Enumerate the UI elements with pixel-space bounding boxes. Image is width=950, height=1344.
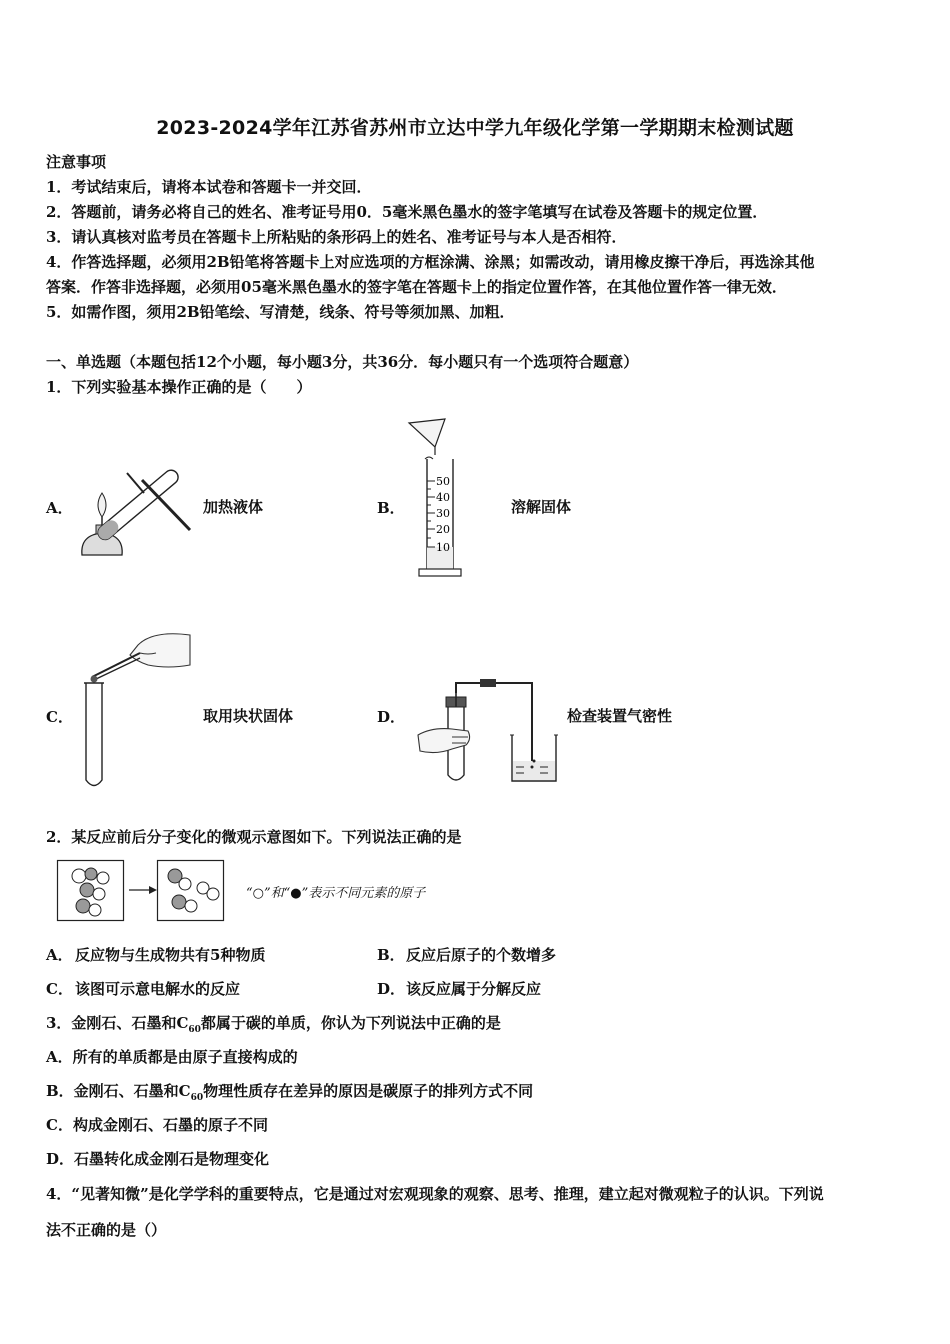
molecule-reaction-diagram xyxy=(57,860,232,922)
cylinder-tick-label: 20 xyxy=(436,523,450,536)
option-d-text: 检查装置气密性 xyxy=(567,707,673,725)
cylinder-tick-label: 10 xyxy=(436,541,450,554)
notice-item: 2．答题前，请务必将自己的姓名、准考证号用0．5毫米黑色墨水的签字笔填写在试卷及答题卡的规定位置． xyxy=(46,203,768,221)
q2-option-d-label: D． xyxy=(377,980,406,998)
q3-option-b-part: 物理性质存在差异的原因是碳原子的排列方式不同 xyxy=(203,1082,534,1100)
q2-option-d-text: 该反应属于分解反应 xyxy=(406,980,542,998)
q3-option-b-subscript: 60 xyxy=(190,1093,204,1103)
airtightness-check-figure xyxy=(412,675,562,790)
question-3-stem xyxy=(46,1013,501,1040)
q3-stem-subscript: 60 xyxy=(188,1025,201,1035)
question-2-stem: 2．某反应前后分子变化的微观示意图如下。下列说法正确的是 xyxy=(46,828,462,846)
section-heading: 一、单选题（本题包括12个小题，每小题3分，共36分．每小题只有一个选项符合题意） xyxy=(46,353,639,371)
page-title: 2023-2024学年江苏省苏州市立达中学九年级化学第一学期期末检测试题 xyxy=(156,117,794,139)
molecule-legend: “○”和“●”表示不同元素的原子 xyxy=(246,886,426,901)
cylinder-tick-label: 40 xyxy=(436,491,450,504)
option-d-label: D． xyxy=(377,708,406,726)
q3-option-b xyxy=(46,1081,533,1108)
notice-item: 4．作答选择题，必须用2B铅笔将答题卡上对应选项的方框涂满、涂黑；如需改动，请用橡皮擦干净后，再选涂其他 xyxy=(46,253,815,271)
graduated-cylinder-figure xyxy=(405,417,475,582)
option-b-label: B． xyxy=(377,499,405,517)
option-a-text: 加热液体 xyxy=(203,498,264,516)
notice-item: 3．请认真核对监考员在答题卡上所粘贴的条形码上的姓名、准考证号与本人是否相符． xyxy=(46,228,627,246)
option-c-label: C． xyxy=(46,708,73,726)
cylinder-tick-label: 30 xyxy=(436,507,450,520)
q2-option-a-label: A． xyxy=(46,946,73,964)
heating-liquid-figure xyxy=(72,455,197,570)
q3-stem-part: 都属于碳的单质，你认为下列说法中正确的是 xyxy=(200,1014,501,1032)
q2-option-c-label: C． xyxy=(46,980,73,998)
q3-option-c: C．构成金刚石、石墨的原子不同 xyxy=(46,1116,268,1134)
option-a-label: A． xyxy=(46,499,73,517)
solid-sampling-figure xyxy=(78,625,198,795)
q2-option-c-text: 该图可示意电解水的反应 xyxy=(75,980,241,998)
question-4-stem-line2: 法不正确的是（） xyxy=(46,1221,167,1239)
question-4-stem-line1: 4．“见著知微”是化学学科的重要特点，它是通过对宏观现象的观察、思考、推理，建立起对微观粒子的认识。下列说 xyxy=(46,1185,824,1203)
q2-option-b-label: B． xyxy=(377,946,405,964)
q3-option-d: D．石墨转化成金刚石是物理变化 xyxy=(46,1150,270,1168)
notice-item: 1．考试结束后，请将本试卷和答题卡一并交回． xyxy=(46,178,372,196)
q2-option-b-text: 反应后原子的个数增多 xyxy=(406,946,557,964)
q2-option-a-text: 反应物与生成物共有5种物质 xyxy=(75,946,266,964)
notice-heading: 注意事项 xyxy=(46,153,107,171)
cylinder-tick-label: 50 xyxy=(436,475,450,488)
option-b-text: 溶解固体 xyxy=(511,498,572,516)
question-1-stem: 1．下列实验基本操作正确的是（ ） xyxy=(46,378,312,396)
q3-option-a: A．所有的单质都是由原子直接构成的 xyxy=(46,1048,298,1066)
notice-item: 答案．作答非选择题，必须用05毫米黑色墨水的签字笔在答题卡上的指定位置作答，在其他位置作答一律无效． xyxy=(46,278,787,296)
notice-item: 5．如需作图，须用2B铅笔绘、写清楚，线条、符号等须加黑、加粗． xyxy=(46,303,515,321)
q3-stem-part: 3．金刚石、石墨和C xyxy=(46,1014,189,1032)
q3-option-b-part: B．金刚石、石墨和C xyxy=(46,1082,191,1100)
option-c-text: 取用块状固体 xyxy=(203,707,294,725)
